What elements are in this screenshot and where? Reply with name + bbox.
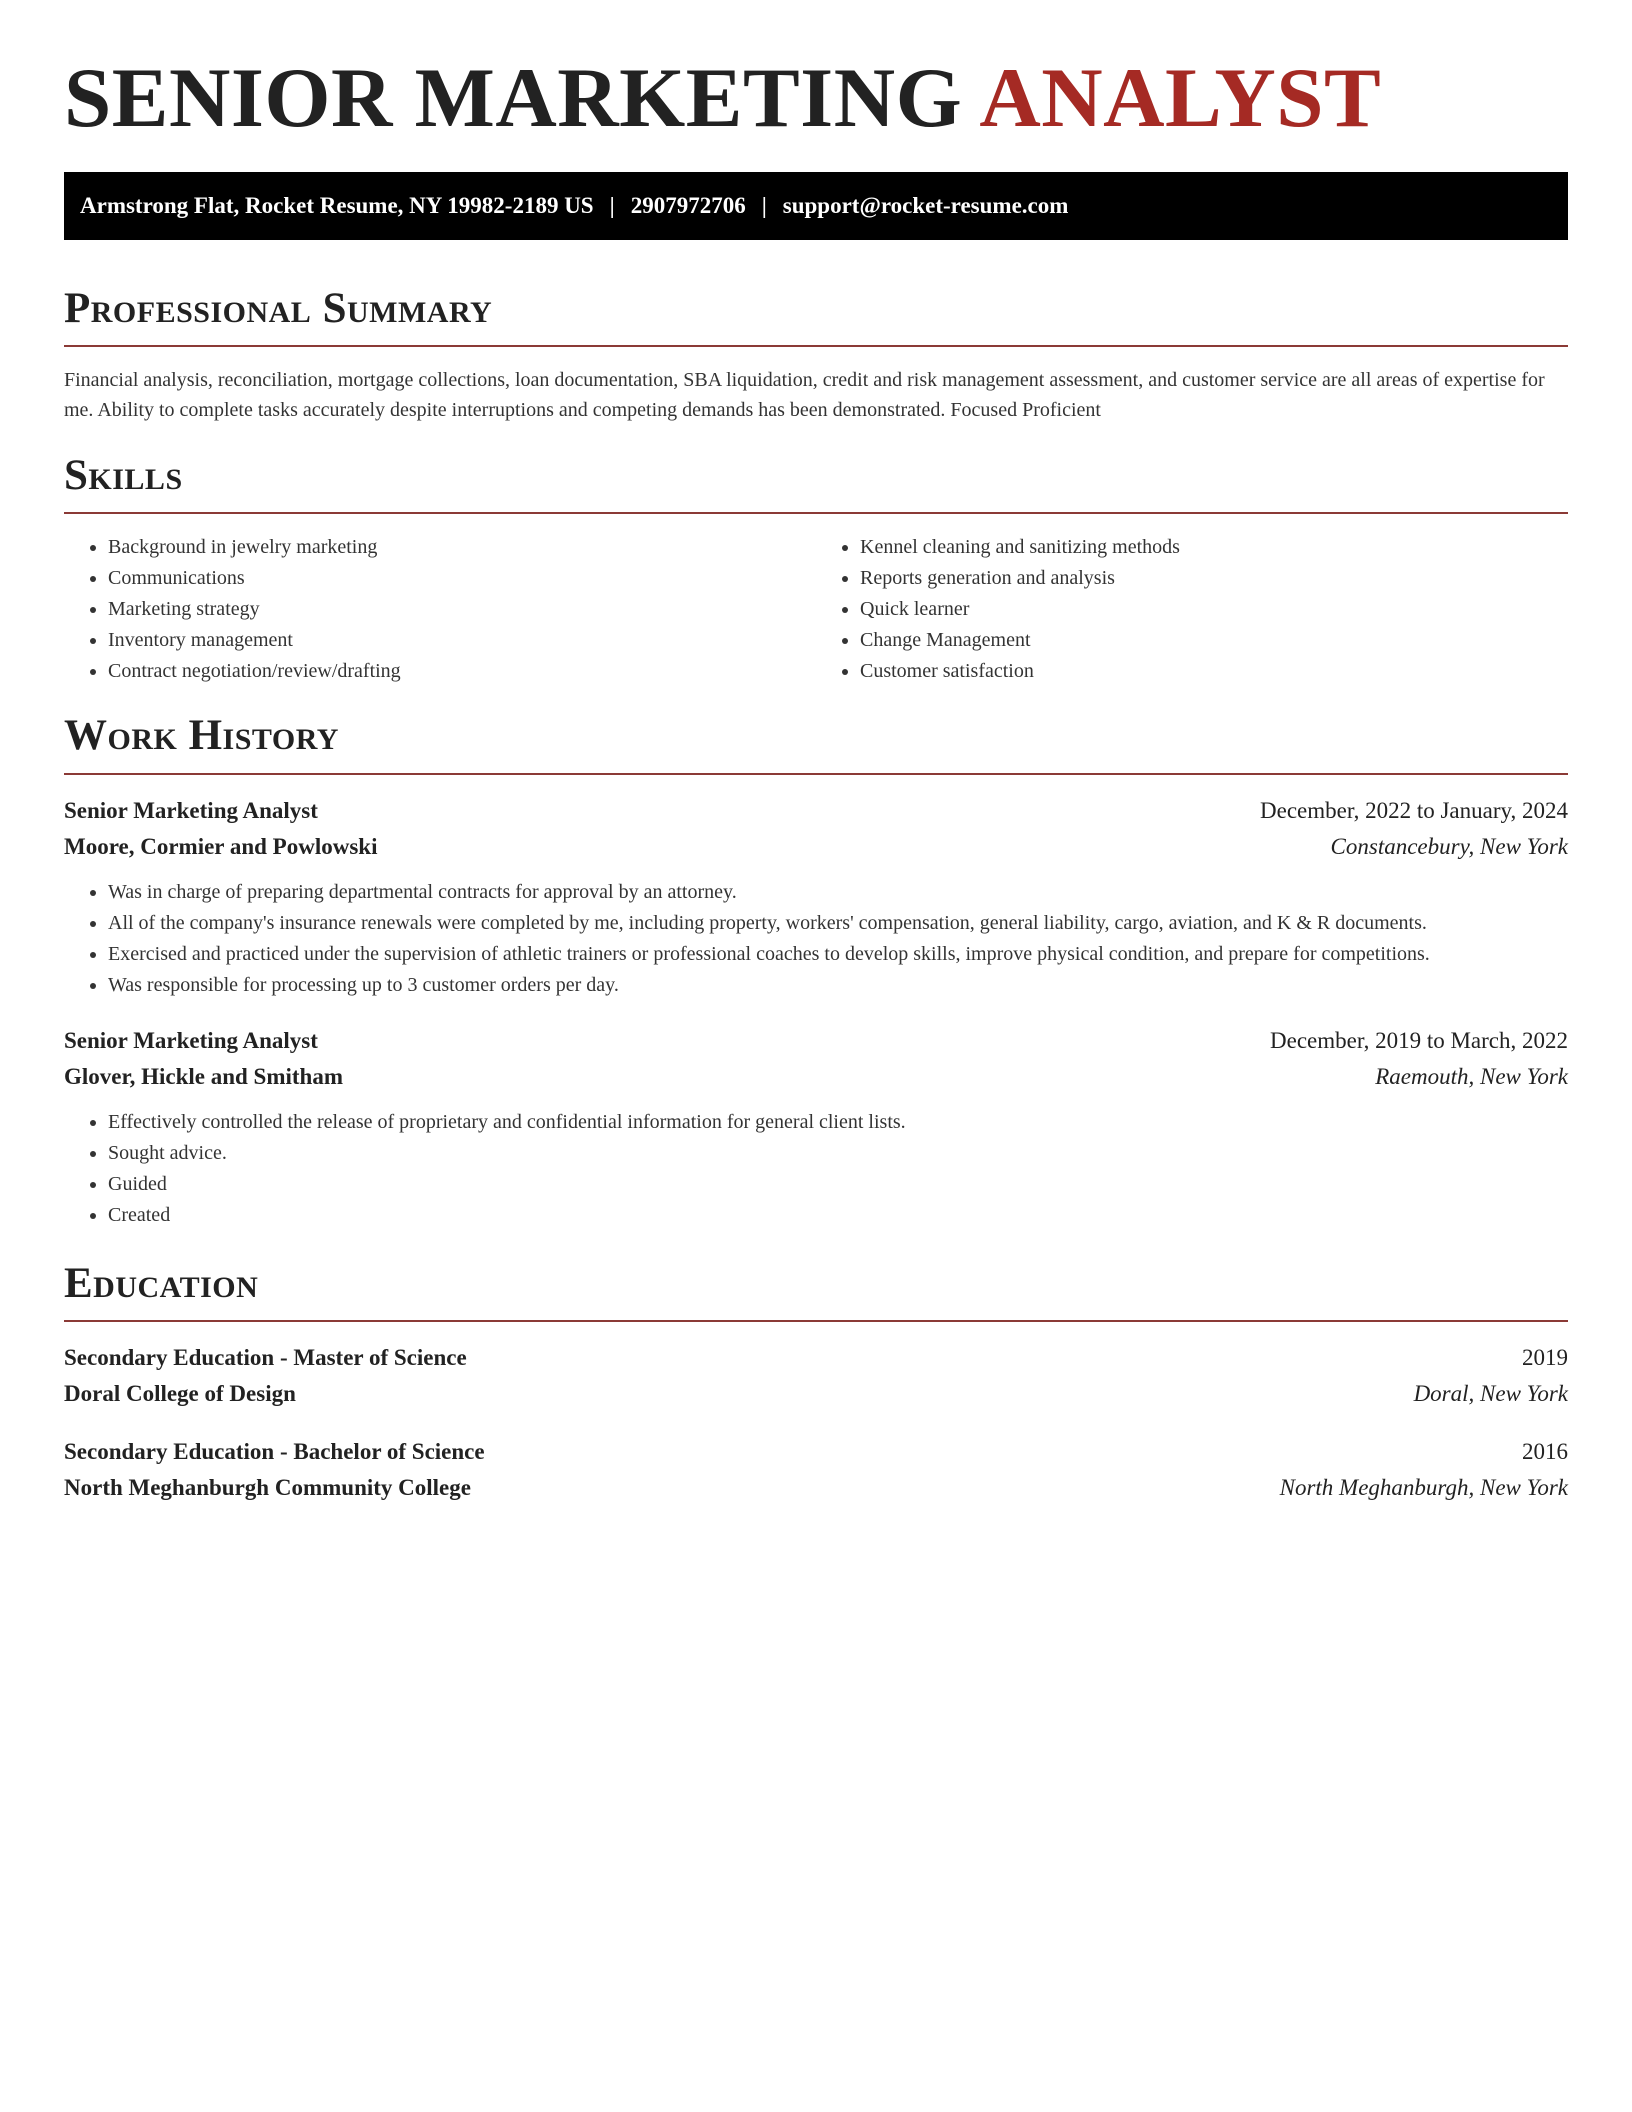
section-divider xyxy=(64,345,1568,347)
job-location: Constancebury, New York xyxy=(1330,833,1568,859)
skill-item: • Background in jewelry marketing xyxy=(108,532,816,563)
contact-address: Armstrong Flat, Rocket Resume, NY 19982-2189 US xyxy=(80,192,594,218)
education-section xyxy=(64,1259,1568,1506)
job-duty: • All of the company's insurance renewals were completed by me, including property, workers' compensation, general liability, cargo, aviation, and K & R documents. xyxy=(108,908,1568,939)
education-school-row xyxy=(64,1470,1568,1506)
job-location: Raemouth, New York xyxy=(1375,1063,1568,1089)
job-duty: • Created xyxy=(108,1200,1568,1231)
professional-summary-section xyxy=(64,284,1568,425)
skill-item: • Inventory management xyxy=(108,625,816,656)
job-company: Glover, Hickle and Smitham xyxy=(64,1063,343,1089)
section-title-summary: Professional Summary xyxy=(64,284,493,332)
education-location: Doral, New York xyxy=(1413,1381,1568,1407)
skill-item: • Communications xyxy=(108,563,816,594)
education-degree-row xyxy=(64,1434,1568,1470)
section-divider xyxy=(64,773,1568,775)
skills-column-left xyxy=(64,532,816,687)
job-duties-list xyxy=(64,877,1568,1001)
contact-separator: | xyxy=(761,192,767,218)
job-duty: • Was responsible for processing up to 3 customer orders per day. xyxy=(108,970,1568,1001)
job-dates: December, 2019 to March, 2022 xyxy=(1270,1027,1568,1053)
skills-section xyxy=(64,451,1568,687)
education-school-row xyxy=(64,1376,1568,1412)
name-last: ANALYST xyxy=(979,51,1382,145)
resume-name-heading xyxy=(64,52,1568,146)
job-header-row xyxy=(64,793,1568,829)
section-title-education: Education xyxy=(64,1259,259,1307)
skills-list-left xyxy=(64,532,816,687)
summary-text: Financial analysis, reconciliation, mortgage collections, loan documentation, SBA liquidation, credit and risk management assessment, and customer service are all areas of expertise for me. Ability to complete tasks accurately despite interruptions and competing demands has been demonstrated. Focused Proficient xyxy=(64,368,1545,421)
education-entry xyxy=(64,1434,1568,1506)
job-company-row xyxy=(64,829,1568,865)
job-duty: • Effectively controlled the release of proprietary and confidential information for general client lists. xyxy=(108,1107,1568,1138)
job-entry xyxy=(64,1023,1568,1231)
job-title: Senior Marketing Analyst xyxy=(64,1027,318,1053)
job-duty: • Sought advice. xyxy=(108,1138,1568,1169)
section-divider xyxy=(64,512,1568,514)
contact-phone: 2907972706 xyxy=(630,192,746,218)
education-degree-row xyxy=(64,1340,1568,1376)
skill-item: • Kennel cleaning and sanitizing methods xyxy=(860,532,1568,563)
section-title-skills: Skills xyxy=(64,451,183,499)
education-school: North Meghanburgh Community College xyxy=(64,1475,471,1501)
contact-bar xyxy=(64,172,1568,240)
section-title-work-history: Work History xyxy=(64,712,339,760)
job-duty: • Was in charge of preparing departmental contracts for approval by an attorney. xyxy=(108,877,1568,908)
contact-separator: | xyxy=(609,192,615,218)
skills-grid xyxy=(64,532,1568,687)
education-school: Doral College of Design xyxy=(64,1381,296,1407)
skills-list-right xyxy=(816,532,1568,687)
skill-item: • Change Management xyxy=(860,625,1568,656)
job-duty: • Guided xyxy=(108,1169,1568,1200)
job-title: Senior Marketing Analyst xyxy=(64,797,318,823)
education-degree: Secondary Education - Bachelor of Science xyxy=(64,1439,485,1465)
education-entry xyxy=(64,1340,1568,1412)
education-year: 2016 xyxy=(1522,1439,1568,1465)
job-duties-list xyxy=(64,1107,1568,1231)
education-year: 2019 xyxy=(1522,1345,1568,1371)
job-duty: • Exercised and practiced under the supervision of athletic trainers or professional coaches to develop skills, improve physical condition, and prepare for competitions. xyxy=(108,939,1568,970)
job-company: Moore, Cormier and Powlowski xyxy=(64,833,378,859)
job-header-row xyxy=(64,1023,1568,1059)
job-company-row xyxy=(64,1059,1568,1095)
skills-column-right xyxy=(816,532,1568,687)
section-divider xyxy=(64,1320,1568,1322)
name-first: SENIOR MARKETING xyxy=(64,51,963,145)
education-location: North Meghanburgh, New York xyxy=(1279,1475,1568,1501)
skill-item: • Marketing strategy xyxy=(108,594,816,625)
job-entry xyxy=(64,793,1568,1001)
contact-email: support@rocket-resume.com xyxy=(782,192,1069,218)
skill-item: • Contract negotiation/review/drafting xyxy=(108,656,816,687)
work-history-section xyxy=(64,711,1568,1230)
skill-item: • Customer satisfaction xyxy=(860,656,1568,687)
skill-item: • Quick learner xyxy=(860,594,1568,625)
education-degree: Secondary Education - Master of Science xyxy=(64,1345,467,1371)
job-dates: December, 2022 to January, 2024 xyxy=(1260,797,1568,823)
skill-item: • Reports generation and analysis xyxy=(860,563,1568,594)
